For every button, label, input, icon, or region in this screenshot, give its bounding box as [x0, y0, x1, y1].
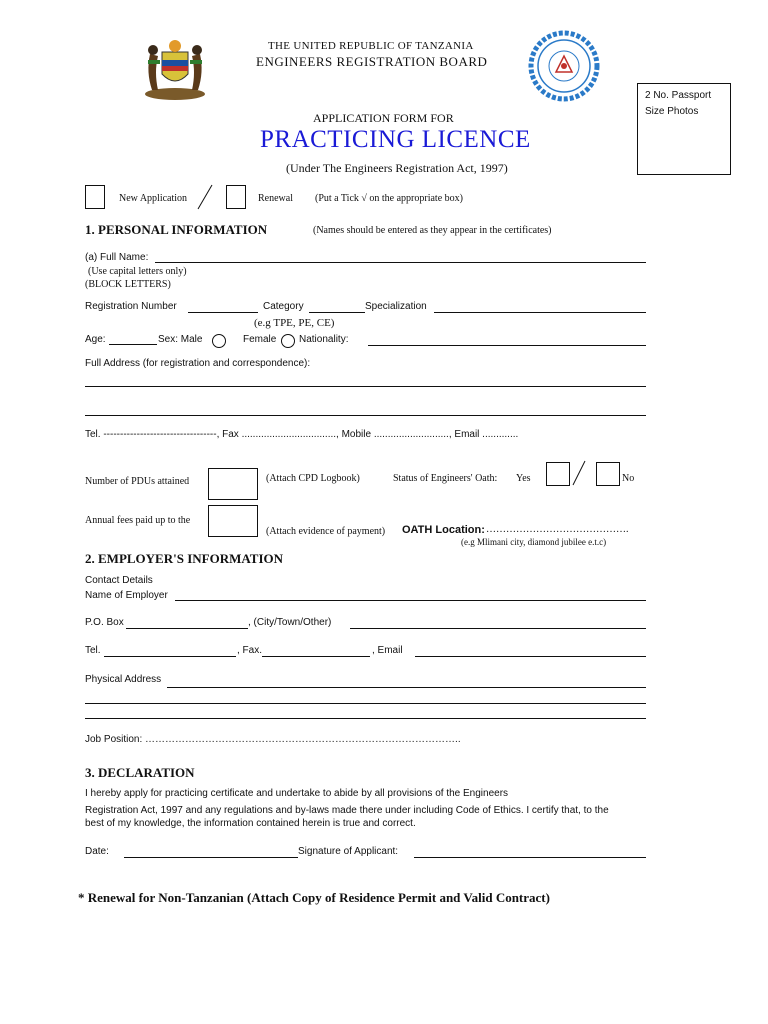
oath-status-label: Status of Engineers' Oath:: [393, 473, 498, 484]
registration-number-field[interactable]: [188, 312, 258, 313]
full-address-label: Full Address (for registration and correspondence):: [85, 358, 311, 369]
signature-label: Signature of Applicant:: [298, 846, 399, 857]
section-declaration-heading: 3. DECLARATION: [85, 765, 195, 780]
divider-slash: [571, 460, 587, 486]
declaration-text: I hereby apply for practicing certificate and undertake to abide by all provisions of the Engineers: [85, 788, 509, 799]
form-subtitle: APPLICATION FORM FOR: [313, 111, 454, 125]
category-field[interactable]: [309, 312, 365, 313]
divider-slash: [196, 184, 214, 210]
registration-number-label: Registration Number: [85, 301, 177, 312]
specialization-label: Specialization: [365, 301, 427, 312]
fees-label: Annual fees paid up to the: [85, 515, 191, 526]
employer-fax-label: , Fax.: [237, 645, 263, 656]
nationality-field[interactable]: [368, 345, 646, 346]
physical-address-label: Physical Address: [85, 674, 162, 685]
specialization-field[interactable]: [434, 312, 646, 313]
physical-address-line-1[interactable]: [167, 687, 646, 688]
passport-photo-box: [637, 83, 731, 175]
physical-address-line-2[interactable]: [85, 703, 646, 704]
section-employer-heading: 2. EMPLOYER'S INFORMATION: [85, 551, 284, 566]
new-application-checkbox[interactable]: [85, 185, 105, 209]
contact-line: Tel. ----------------------------------, Fax .................................., Mobile ..........................., Email .............: [85, 429, 519, 440]
names-note: (Names should be entered as they appear in the certificates): [313, 225, 552, 236]
country-name: THE UNITED REPUBLIC OF TANZANIA: [268, 40, 474, 52]
date-label: Date:: [85, 846, 109, 857]
renewal-label: Renewal: [258, 193, 293, 204]
nationality-label: Nationality:: [299, 334, 349, 345]
declaration-text: Registration Act, 1997 and any regulations and by-laws made there under including Code of Ethics. I certify that, to the: [85, 805, 609, 816]
employer-name-label: Name of Employer: [85, 590, 168, 601]
job-position-line[interactable]: Job Position: …………………………………………………………………………………..: [85, 734, 461, 745]
cpd-note: (Attach CPD Logbook): [266, 473, 360, 484]
coat-of-arms-logo: [140, 32, 210, 102]
photo-box-label: 2 No. Passport: [645, 90, 712, 101]
employer-email-field[interactable]: [415, 656, 646, 657]
oath-yes-label: Yes: [516, 473, 531, 484]
pobox-label: P.O. Box: [85, 617, 124, 628]
tick-instruction: (Put a Tick √ on the appropriate box): [315, 193, 463, 204]
photo-box-label: Size Photos: [645, 106, 699, 117]
address-line-2[interactable]: [85, 415, 646, 416]
pdus-box[interactable]: [208, 468, 258, 500]
male-radio[interactable]: [212, 334, 226, 348]
oath-location-label: OATH Location:: [402, 524, 485, 536]
employer-email-label: , Email: [372, 645, 403, 656]
page-title: PRACTICING LICENCE: [260, 126, 531, 153]
pobox-field[interactable]: [126, 628, 248, 629]
evidence-note: (Attach evidence of payment): [266, 526, 386, 537]
date-field[interactable]: [124, 857, 298, 858]
oath-no-label: No: [622, 473, 635, 484]
female-radio[interactable]: [281, 334, 295, 348]
new-application-label: New Application: [119, 193, 188, 204]
employer-fax-field[interactable]: [262, 656, 370, 657]
city-field[interactable]: [350, 628, 646, 629]
category-label: Category: [263, 301, 304, 312]
age-label: Age:: [85, 334, 106, 345]
employer-name-field[interactable]: [175, 600, 646, 601]
sex-male-label: Sex: Male: [158, 334, 203, 345]
board-name: ENGINEERS REGISTRATION BOARD: [256, 54, 488, 69]
oath-no-checkbox[interactable]: [596, 462, 620, 486]
signature-field[interactable]: [414, 857, 646, 858]
oath-location-example: (e.g Mlimani city, diamond jubilee e.t.c): [461, 537, 607, 547]
section-personal-heading: 1. PERSONAL INFORMATION: [85, 222, 268, 237]
oath-yes-checkbox[interactable]: [546, 462, 570, 486]
employer-tel-label: Tel.: [85, 645, 101, 656]
oath-location-field[interactable]: …………………………………….: [486, 524, 629, 535]
employer-tel-field[interactable]: [104, 656, 236, 657]
pdus-label: Number of PDUs attained: [85, 476, 190, 487]
contact-details-label: Contact Details: [85, 575, 153, 586]
address-line-1[interactable]: [85, 386, 646, 387]
block-letters-note: (BLOCK LETTERS): [85, 279, 171, 290]
act-reference: (Under The Engineers Registration Act, 1997): [286, 161, 508, 175]
full-name-label: (a) Full Name:: [85, 252, 149, 263]
age-field[interactable]: [109, 344, 157, 345]
erb-seal-logo: [528, 30, 600, 102]
renewal-footer-note: * Renewal for Non-Tanzanian (Attach Copy of Residence Permit and Valid Contract): [78, 890, 550, 905]
city-label: , (City/Town/Other): [248, 617, 332, 628]
full-name-field[interactable]: [155, 262, 646, 263]
female-label: Female: [243, 334, 277, 345]
renewal-checkbox[interactable]: [226, 185, 246, 209]
declaration-text: best of my knowledge, the information contained herein is true and correct.: [85, 818, 416, 829]
fees-box[interactable]: [208, 505, 258, 537]
caps-note: (Use capital letters only): [88, 266, 187, 277]
physical-address-line-3[interactable]: [85, 718, 646, 719]
category-example: (e.g TPE, PE, CE): [254, 317, 335, 329]
